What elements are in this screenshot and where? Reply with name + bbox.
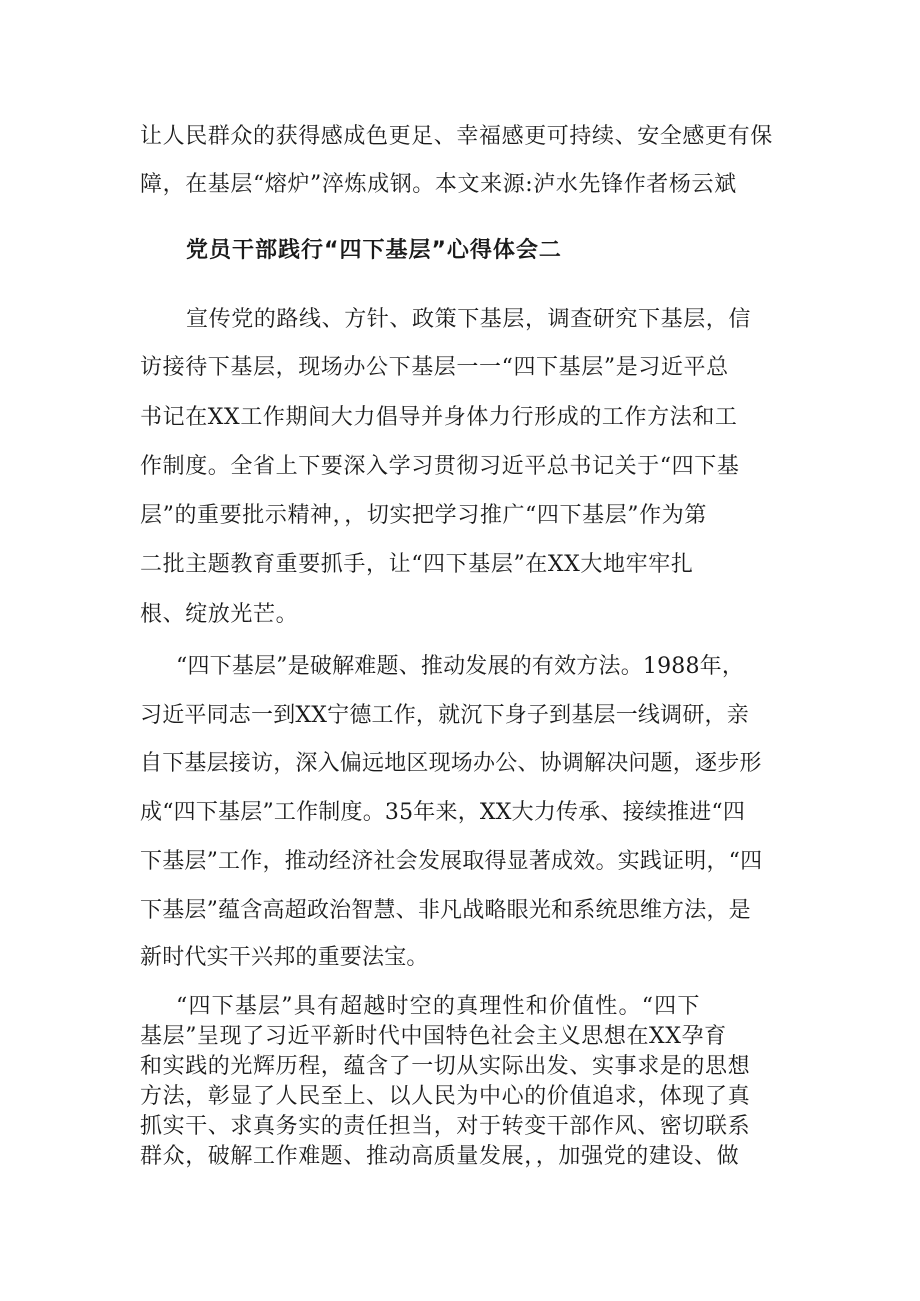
p2-line-7: 新时代实干兴邦的重要法宝。 <box>140 945 429 970</box>
p1-line-5: 层”的重要批示精神，，切实把学习推广“四下基层”作为第 <box>140 503 707 528</box>
intro-line-1: 让人民群众的获得感成色更足、幸福感更可持续、安全感更有保 <box>140 124 773 149</box>
p2-line-5: 下基层”工作，推动经济社会发展取得显著成效。实践证明，“四 <box>140 849 763 874</box>
p1-line-1: 宣传党的路线、方针、政策下基层，调查研究下基层，信 <box>186 307 752 332</box>
p3-line-6: 群众，破解工作难题、推动高质量发展，，加强党的建设、做 <box>140 1144 740 1169</box>
p1-line-6: 二批主题教育重要抓手，让“四下基层”在XX大地牢牢扎 <box>140 552 694 577</box>
p3-line-2: 基层”呈现了习近平新时代中国特色社会主义思想在XX孕育 <box>140 1024 727 1049</box>
p1-line-4: 作制度。全省上下要深入学习贯彻习近平总书记关于“四下基 <box>140 454 740 479</box>
p1-line-7: 根、绽放光芒。 <box>140 602 299 627</box>
intro-line-2: 障，在基层“熔炉”淬炼成钢。本文来源:泸水先锋作者杨云斌 <box>140 172 737 197</box>
section-title: 党员干部践行“四下基层”心得体会二 <box>186 238 562 263</box>
p3-line-4: 方法，彰显了人民至上、以人民为中心的价值追求，体现了真 <box>140 1084 751 1109</box>
p2-line-3: 自下基层接访，深入偏远地区现场办公、协调解决问题，逐步形 <box>140 751 762 776</box>
p2-line-4: 成“四下基层”工作制度。35年来，XX大力传承、接续推进“四 <box>140 800 746 825</box>
p2-line-2: 习近平同志一到XX宁德工作，就沉下身子到基层一线调研，亲 <box>140 703 749 728</box>
p3-line-3: 和实践的光辉历程，蕴含了一切从实际出发、实事求是的思想 <box>140 1054 751 1079</box>
p1-line-3: 书记在XX工作期间大力倡导并身体力行形成的工作方法和工 <box>140 405 738 430</box>
p2-line-1: “四下基层”是破解难题、推动发展的有效方法。1988年， <box>176 654 745 679</box>
p1-line-2: 访接待下基层，现场办公下基层一一“四下基层”是习近平总 <box>140 355 729 380</box>
p2-line-6: 下基层”蕴含高超政治智慧、非凡战略眼光和系统思维方法，是 <box>140 898 751 923</box>
p3-line-1: “四下基层”具有超越时空的真理性和价值性。“四下 <box>176 994 701 1019</box>
p3-line-5: 抓实干、求真务实的责任担当，对于转变干部作风、密切联系 <box>140 1114 751 1139</box>
